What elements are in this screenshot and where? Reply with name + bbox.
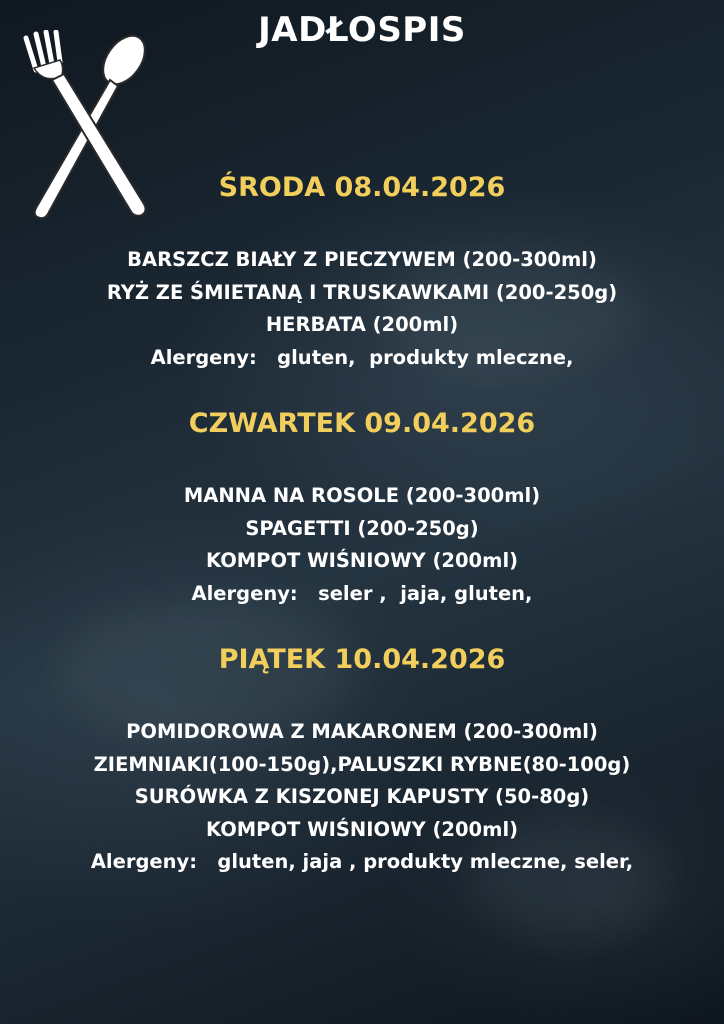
page-title: JADŁOSPIS	[258, 10, 466, 50]
allergens-line: Alergeny: seler , jaja, gluten,	[191, 581, 533, 605]
dish-item: HERBATA (200ml)	[265, 313, 459, 336]
dish-item: KOMPOT WIŚNIOWY (200ml)	[205, 549, 519, 572]
day-section-friday	[0, 642, 724, 879]
dish-item: KOMPOT WIŚNIOWY (200ml)	[205, 817, 519, 841]
day-heading: PIĄTEK 10.04.2026	[218, 644, 506, 675]
dish-item: POMIDOROWA Z MAKARONEM (200-300ml)	[126, 720, 598, 743]
allergens-line: Alergeny: gluten, jaja , produkty mleczne, seler,	[90, 850, 634, 873]
allergens-line: Alergeny: gluten, produkty mleczne,	[150, 345, 574, 369]
dish-item: SPAGETTI (200-250g)	[245, 516, 479, 540]
dish-list	[0, 480, 724, 610]
day-section-wednesday	[0, 170, 724, 374]
dish-list	[0, 716, 724, 879]
day-heading: ŚRODA 08.04.2026	[218, 172, 506, 203]
day-section-thursday	[0, 406, 724, 610]
dish-item: SURÓWKA Z KISZONEJ KAPUSTY (50-80g)	[134, 785, 590, 808]
dish-item: RYŻ ZE ŚMIETANĄ I TRUSKAWKAMI (200-250g)	[106, 280, 618, 304]
dish-item: ZIEMNIAKI(100-150g),PALUSZKI RYBNE(80-100g)	[93, 752, 631, 776]
dish-list	[0, 244, 724, 374]
day-heading: CZWARTEK 09.04.2026	[188, 408, 536, 439]
dish-item: BARSZCZ BIAŁY Z PIECZYWEM (200-300ml)	[127, 248, 597, 271]
dish-item: MANNA NA ROSOLE (200-300ml)	[183, 484, 541, 507]
